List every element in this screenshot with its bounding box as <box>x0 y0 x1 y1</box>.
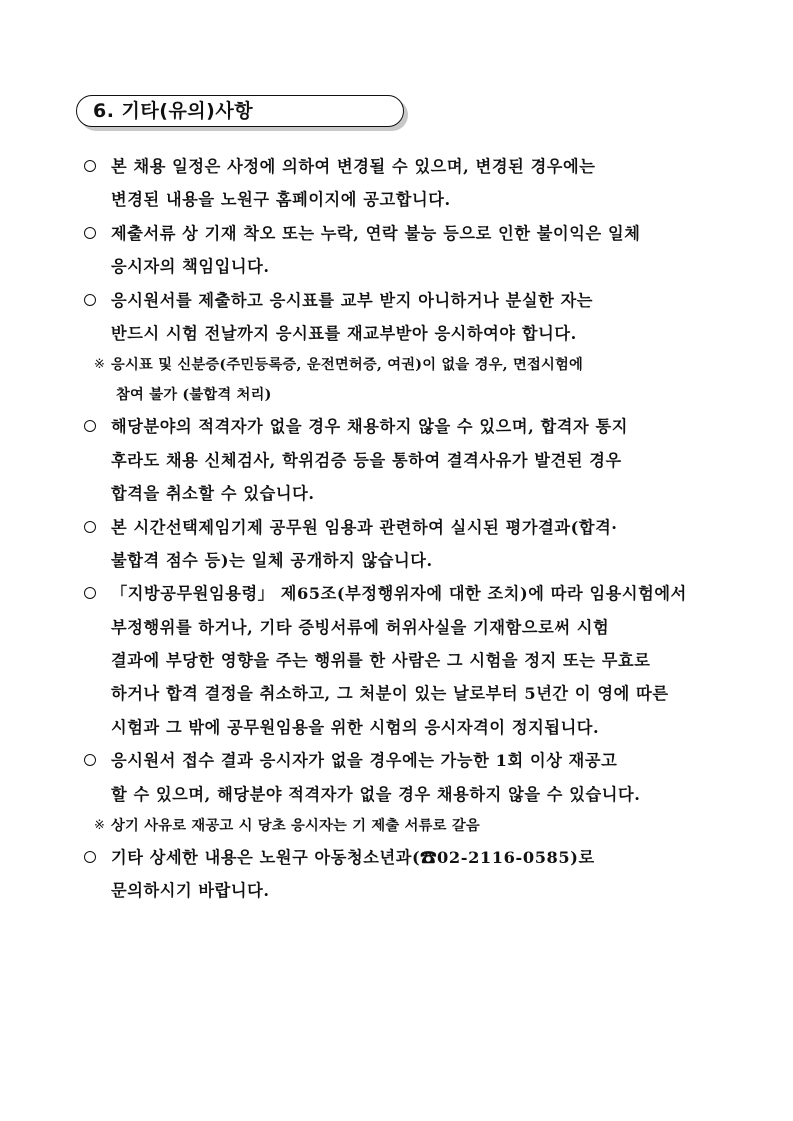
hollow-circle-bullet-icon <box>84 851 96 863</box>
notice-line: 「지방공무원임용령」 제65조(부정행위자에 대한 조치)에 따라 임용시험에서 <box>111 584 687 604</box>
section-title: 6. 기타(유의)사항 <box>93 100 254 122</box>
hollow-circle-bullet-icon <box>84 754 96 766</box>
notice-line: 본 채용 일정은 사정에 의하여 변경될 수 있으며, 변경된 경우에는 <box>111 157 596 176</box>
notice-line: 합격을 취소할 수 있습니다. <box>111 484 315 504</box>
reference-mark-icon: ※ <box>94 818 105 834</box>
notice-line: 문의하시기 바랍니다. <box>111 881 270 901</box>
reference-mark-icon: ※ <box>94 357 105 373</box>
hollow-circle-bullet-icon <box>84 160 96 172</box>
hollow-circle-bullet-icon <box>84 294 96 306</box>
notice-line: 불합격 점수 등)는 일체 공개하지 않습니다. <box>111 550 433 570</box>
notice-list <box>84 150 734 908</box>
hollow-circle-bullet-icon <box>84 420 96 432</box>
notice-line: 후라도 채용 신체검사, 학위검증 등을 통하여 결격사유가 발견된 경우 <box>111 450 622 470</box>
note-re-announcement-documents <box>84 811 734 841</box>
note-id-required <box>84 350 734 410</box>
notice-item-misconduct <box>84 577 734 744</box>
notice-line: 하거나 합격 결정을 취소하고, 그 처분이 있는 날로부터 5년간 이 영에 따른 <box>111 684 669 704</box>
note-line: 참여 불가 (불합격 처리) <box>116 387 272 404</box>
note-line: 응시표 및 신분증(주민등록증, 운전면허증, 여권)이 없을 경우, 면접시험에 <box>111 357 584 374</box>
notice-item-contact <box>84 841 734 908</box>
note-line: 상기 사유로 재공고 시 당초 응시자는 기 제출 서류로 갈음 <box>111 818 480 835</box>
notice-line: 부정행위를 하거나, 기타 증빙서류에 허위사실을 기재함으로써 시험 <box>111 617 610 637</box>
hollow-circle-bullet-icon <box>84 521 96 533</box>
hollow-circle-bullet-icon <box>84 587 96 599</box>
notice-line: 해당분야의 적격자가 없을 경우 채용하지 않을 수 있으며, 합격자 통지 <box>111 417 628 437</box>
notice-line: 본 시간선택제임기제 공무원 임용과 관련하여 실시된 평가결과(합격· <box>111 517 618 537</box>
notice-line: 응시원서를 제출하고 응시표를 교부 받지 아니하거나 분실한 자는 <box>111 290 594 310</box>
notice-line: 결과에 부당한 영향을 주는 행위를 한 사람은 그 시험을 정지 또는 무효로 <box>111 651 651 671</box>
notice-item-re-announcement <box>84 744 734 811</box>
section-header-box <box>76 95 404 127</box>
hollow-circle-bullet-icon <box>84 227 96 239</box>
notice-item-no-qualified <box>84 410 734 510</box>
notice-line: 반드시 시험 전날까지 응시표를 재교부받아 응시하여야 합니다. <box>111 323 577 343</box>
notice-line: 제출서류 상 기재 착오 또는 누락, 연락 불능 등으로 인한 불이익은 일체 <box>111 223 641 243</box>
notice-line: 변경된 내용을 노원구 홈페이지에 공고합니다. <box>111 190 451 210</box>
notice-item-document-errors <box>84 217 734 284</box>
notice-item-results-private <box>84 511 734 578</box>
notice-line: 응시자의 책임입니다. <box>111 257 270 277</box>
notice-line: 응시원서 접수 결과 응시자가 없을 경우에는 가능한 1회 이상 재공고 <box>111 751 618 771</box>
notice-line: 할 수 있으며, 해당분야 적격자가 없을 경우 채용하지 않을 수 있습니다. <box>111 784 641 804</box>
notice-line: 시험과 그 밖에 공무원임용을 위한 시험의 응시자격이 정지됩니다. <box>111 717 600 737</box>
notice-item-schedule-change <box>84 150 734 217</box>
notice-line-contact: 기타 상세한 내용은 노원구 아동청소년과(☎02-2116-0585)로 <box>111 848 595 868</box>
notice-item-admission-ticket <box>84 284 734 351</box>
